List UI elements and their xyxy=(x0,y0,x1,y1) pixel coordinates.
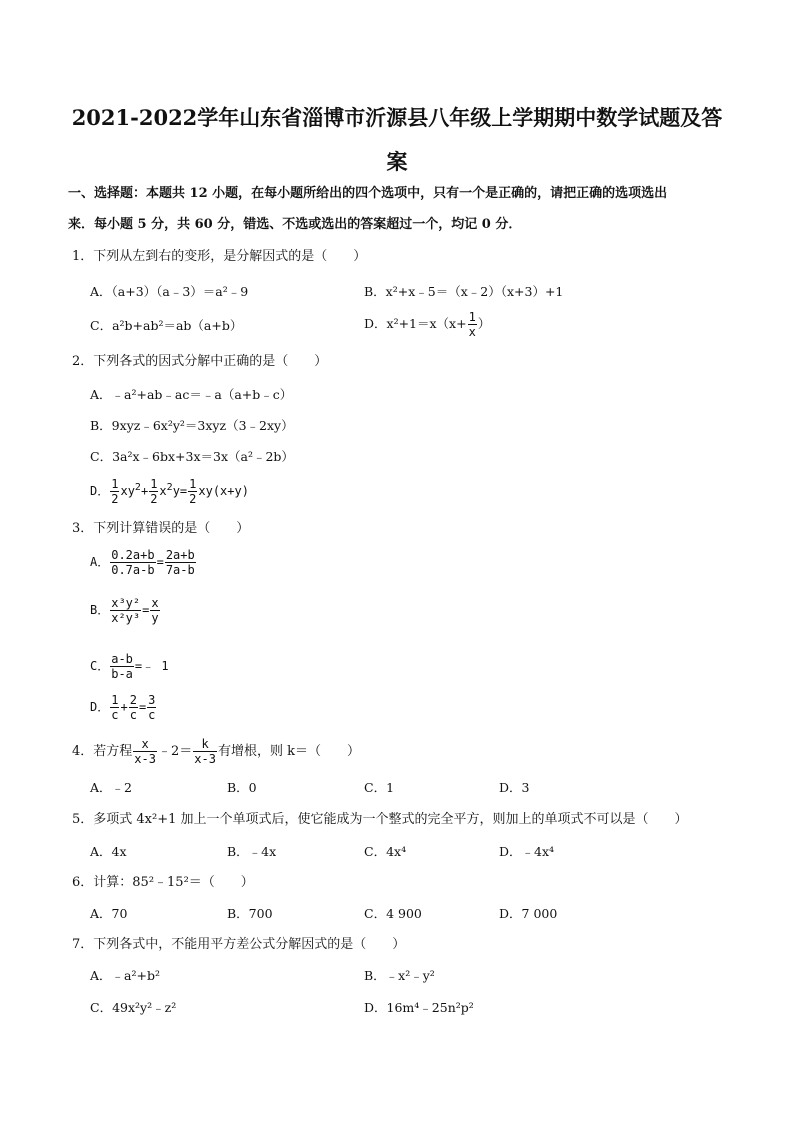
question-3-option-a xyxy=(90,548,197,577)
q2-d-term2b: y= xyxy=(172,484,188,498)
q3-a-left-fraction xyxy=(110,548,155,577)
question-4-option-d: D．3 xyxy=(499,780,530,795)
document-title-line1: 2021-2022学年山东省淄博市沂源县八年级上学期期中数学试题及答 xyxy=(71,105,723,130)
question-1-option-b: B．x²+x﹣5＝（x﹣2）（x+3）+1 xyxy=(364,284,564,299)
q3-b-label: B． xyxy=(90,603,110,617)
q3-a-right-den: 7a-b xyxy=(165,563,195,577)
question-7-option-c: C．49x²y²﹣z² xyxy=(90,1000,177,1015)
question-7-stem: 7．下列各式中，不能用平方差公式分解因式的是（ ） xyxy=(72,937,406,952)
q3-d-frac1-num: 1 xyxy=(111,693,119,707)
q2-d-frac2-num: 1 xyxy=(150,477,158,491)
q3-d-frac3 xyxy=(147,693,156,722)
q3-c-fraction xyxy=(110,652,134,681)
question-3-option-d xyxy=(90,693,157,722)
q3-d-frac1 xyxy=(110,693,119,722)
q2-d-frac3-den: 2 xyxy=(189,492,197,506)
question-3-stem: 3．下列计算错误的是（ ） xyxy=(72,521,250,536)
q2-d-label: D． xyxy=(90,484,110,498)
question-4-option-b: B．0 xyxy=(227,780,257,795)
q2-d-frac3-num: 1 xyxy=(189,477,197,491)
question-1-option-a: A．（a+3）（a﹣3）＝a²﹣9 xyxy=(90,284,249,299)
q2-d-frac1-den: 2 xyxy=(111,492,119,506)
q4-frac1-num: x xyxy=(133,737,157,752)
q3-d-equals: = xyxy=(138,700,147,714)
section-instructions-line1: 一、选择题：本题共 12 小题，在每小题所给出的四个选项中，只有一个是正确的，请把正确的选项选出 xyxy=(68,186,668,201)
q4-fraction-1 xyxy=(133,737,157,766)
q3-d-frac2-den: c xyxy=(129,708,137,722)
q3-c-den: b-a xyxy=(111,667,133,681)
question-6-option-c: C．4 900 xyxy=(364,906,422,921)
q4-stem-suffix: 有增根，则 k＝（ ） xyxy=(217,744,360,759)
question-3-option-b xyxy=(90,596,161,625)
question-6-option-a: A．70 xyxy=(90,906,128,921)
q2-d-frac2-den: 2 xyxy=(150,492,158,506)
question-6-option-d: D．7 000 xyxy=(499,906,558,921)
q2-d-term2-exp: 2 xyxy=(166,482,173,493)
question-5-option-c: C．4x⁴ xyxy=(364,844,407,859)
question-1-option-d xyxy=(364,310,490,339)
q2-d-term1: xy xyxy=(120,484,135,498)
q2-d-frac3 xyxy=(188,477,197,506)
q4-frac1-den: x-3 xyxy=(134,752,156,766)
q1-d-numerator: 1 xyxy=(468,310,476,324)
question-5-option-d: D．﹣4x⁴ xyxy=(499,844,555,859)
q1-d-suffix: ） xyxy=(477,316,491,331)
q3-d-frac1-den: c xyxy=(111,708,119,722)
q1-d-prefix: D．x²+1＝x（x+ xyxy=(364,316,467,331)
q3-b-left-num: x³y² xyxy=(111,596,141,610)
question-7-option-b: B．﹣x²﹣y² xyxy=(364,968,435,983)
question-5-option-a: A．4x xyxy=(90,844,127,859)
q3-d-label: D． xyxy=(90,700,110,714)
q2-d-term2: x xyxy=(159,484,167,498)
q2-d-frac1 xyxy=(110,477,119,506)
question-2-option-a: A．﹣a²+ab﹣ac＝﹣a（a+b﹣c） xyxy=(90,387,293,402)
q3-d-frac2 xyxy=(129,693,138,722)
question-6-option-b: B．700 xyxy=(227,906,273,921)
q3-a-right-num: 2a+b xyxy=(165,548,195,562)
question-3-option-c xyxy=(90,652,169,681)
q3-b-left-fraction xyxy=(110,596,141,625)
question-5-stem: 5．多项式 4x²+1 加上一个单项式后，使它能成为一个整式的完全平方，则加上的单项式不可以是（ ） xyxy=(72,812,688,827)
q3-b-right-den: y xyxy=(151,611,159,625)
q3-a-right-fraction xyxy=(165,548,196,577)
section-instructions-line2: 来．每小题 5 分，共 60 分，错选、不选或选出的答案超过一个，均记 0 分． xyxy=(68,217,522,232)
q3-b-right-num: x xyxy=(151,596,159,610)
q2-d-frac1-num: 1 xyxy=(111,477,119,491)
q3-d-frac2-num: 2 xyxy=(129,693,137,707)
q2-d-term1-exp: 2 xyxy=(134,482,141,493)
q3-b-left-den: x²y³ xyxy=(111,611,141,625)
q4-fraction-2 xyxy=(193,737,217,766)
q2-d-plus: + xyxy=(140,484,149,498)
question-4-option-a: A．﹣2 xyxy=(90,780,132,795)
q2-d-frac2 xyxy=(149,477,158,506)
question-7-option-a: A．﹣a²+b² xyxy=(90,968,160,983)
q2-d-term3: xy(x+y) xyxy=(198,484,249,498)
q3-a-label: A． xyxy=(90,555,110,569)
question-6-stem: 6．计算：85²﹣15²＝（ ） xyxy=(72,875,254,890)
q3-d-plus: + xyxy=(120,700,128,714)
question-2-stem: 2．下列各式的因式分解中正确的是（ ） xyxy=(72,354,328,369)
question-1-stem: 1．下列从左到右的变形，是分解因式的是（ ） xyxy=(72,249,367,264)
q4-frac2-den: x-3 xyxy=(194,752,216,766)
q4-stem-prefix: 4．若方程 xyxy=(72,744,133,759)
question-2-option-c: C．3a²x﹣6bx+3x＝3x（a²﹣2b） xyxy=(90,449,294,464)
question-1-option-c: C．a²b+ab²＝ab（a+b） xyxy=(90,318,243,333)
question-2-option-b: B．9xyz﹣6x²y²＝3xyz（3﹣2xy） xyxy=(90,418,294,433)
q3-b-equals: = xyxy=(142,603,150,617)
q3-a-left-num: 0.2a+b xyxy=(111,548,155,562)
q1-d-denominator: x xyxy=(468,325,476,339)
question-4-option-c: C．1 xyxy=(364,780,395,795)
q3-a-equals: = xyxy=(156,555,164,569)
q3-d-frac3-den: c xyxy=(148,708,156,722)
q3-c-result: =﹣ 1 xyxy=(134,659,169,673)
q3-c-num: a-b xyxy=(111,652,133,666)
q4-stem-middle: ﹣2＝ xyxy=(157,744,193,759)
q4-frac2-num: k xyxy=(193,737,217,752)
q3-c-label: C． xyxy=(90,659,110,673)
q3-b-right-fraction xyxy=(150,596,159,625)
question-7-option-d: D．16m⁴﹣25n²p² xyxy=(364,1000,474,1015)
question-5-option-b: B．﹣4x xyxy=(227,844,277,859)
document-title-line2: 案 xyxy=(386,149,408,174)
question-2-option-d xyxy=(90,477,249,506)
q3-d-frac3-num: 3 xyxy=(148,693,156,707)
q3-a-left-den: 0.7a-b xyxy=(111,563,155,577)
question-4-stem xyxy=(72,737,360,766)
q1-d-fraction xyxy=(468,310,477,339)
